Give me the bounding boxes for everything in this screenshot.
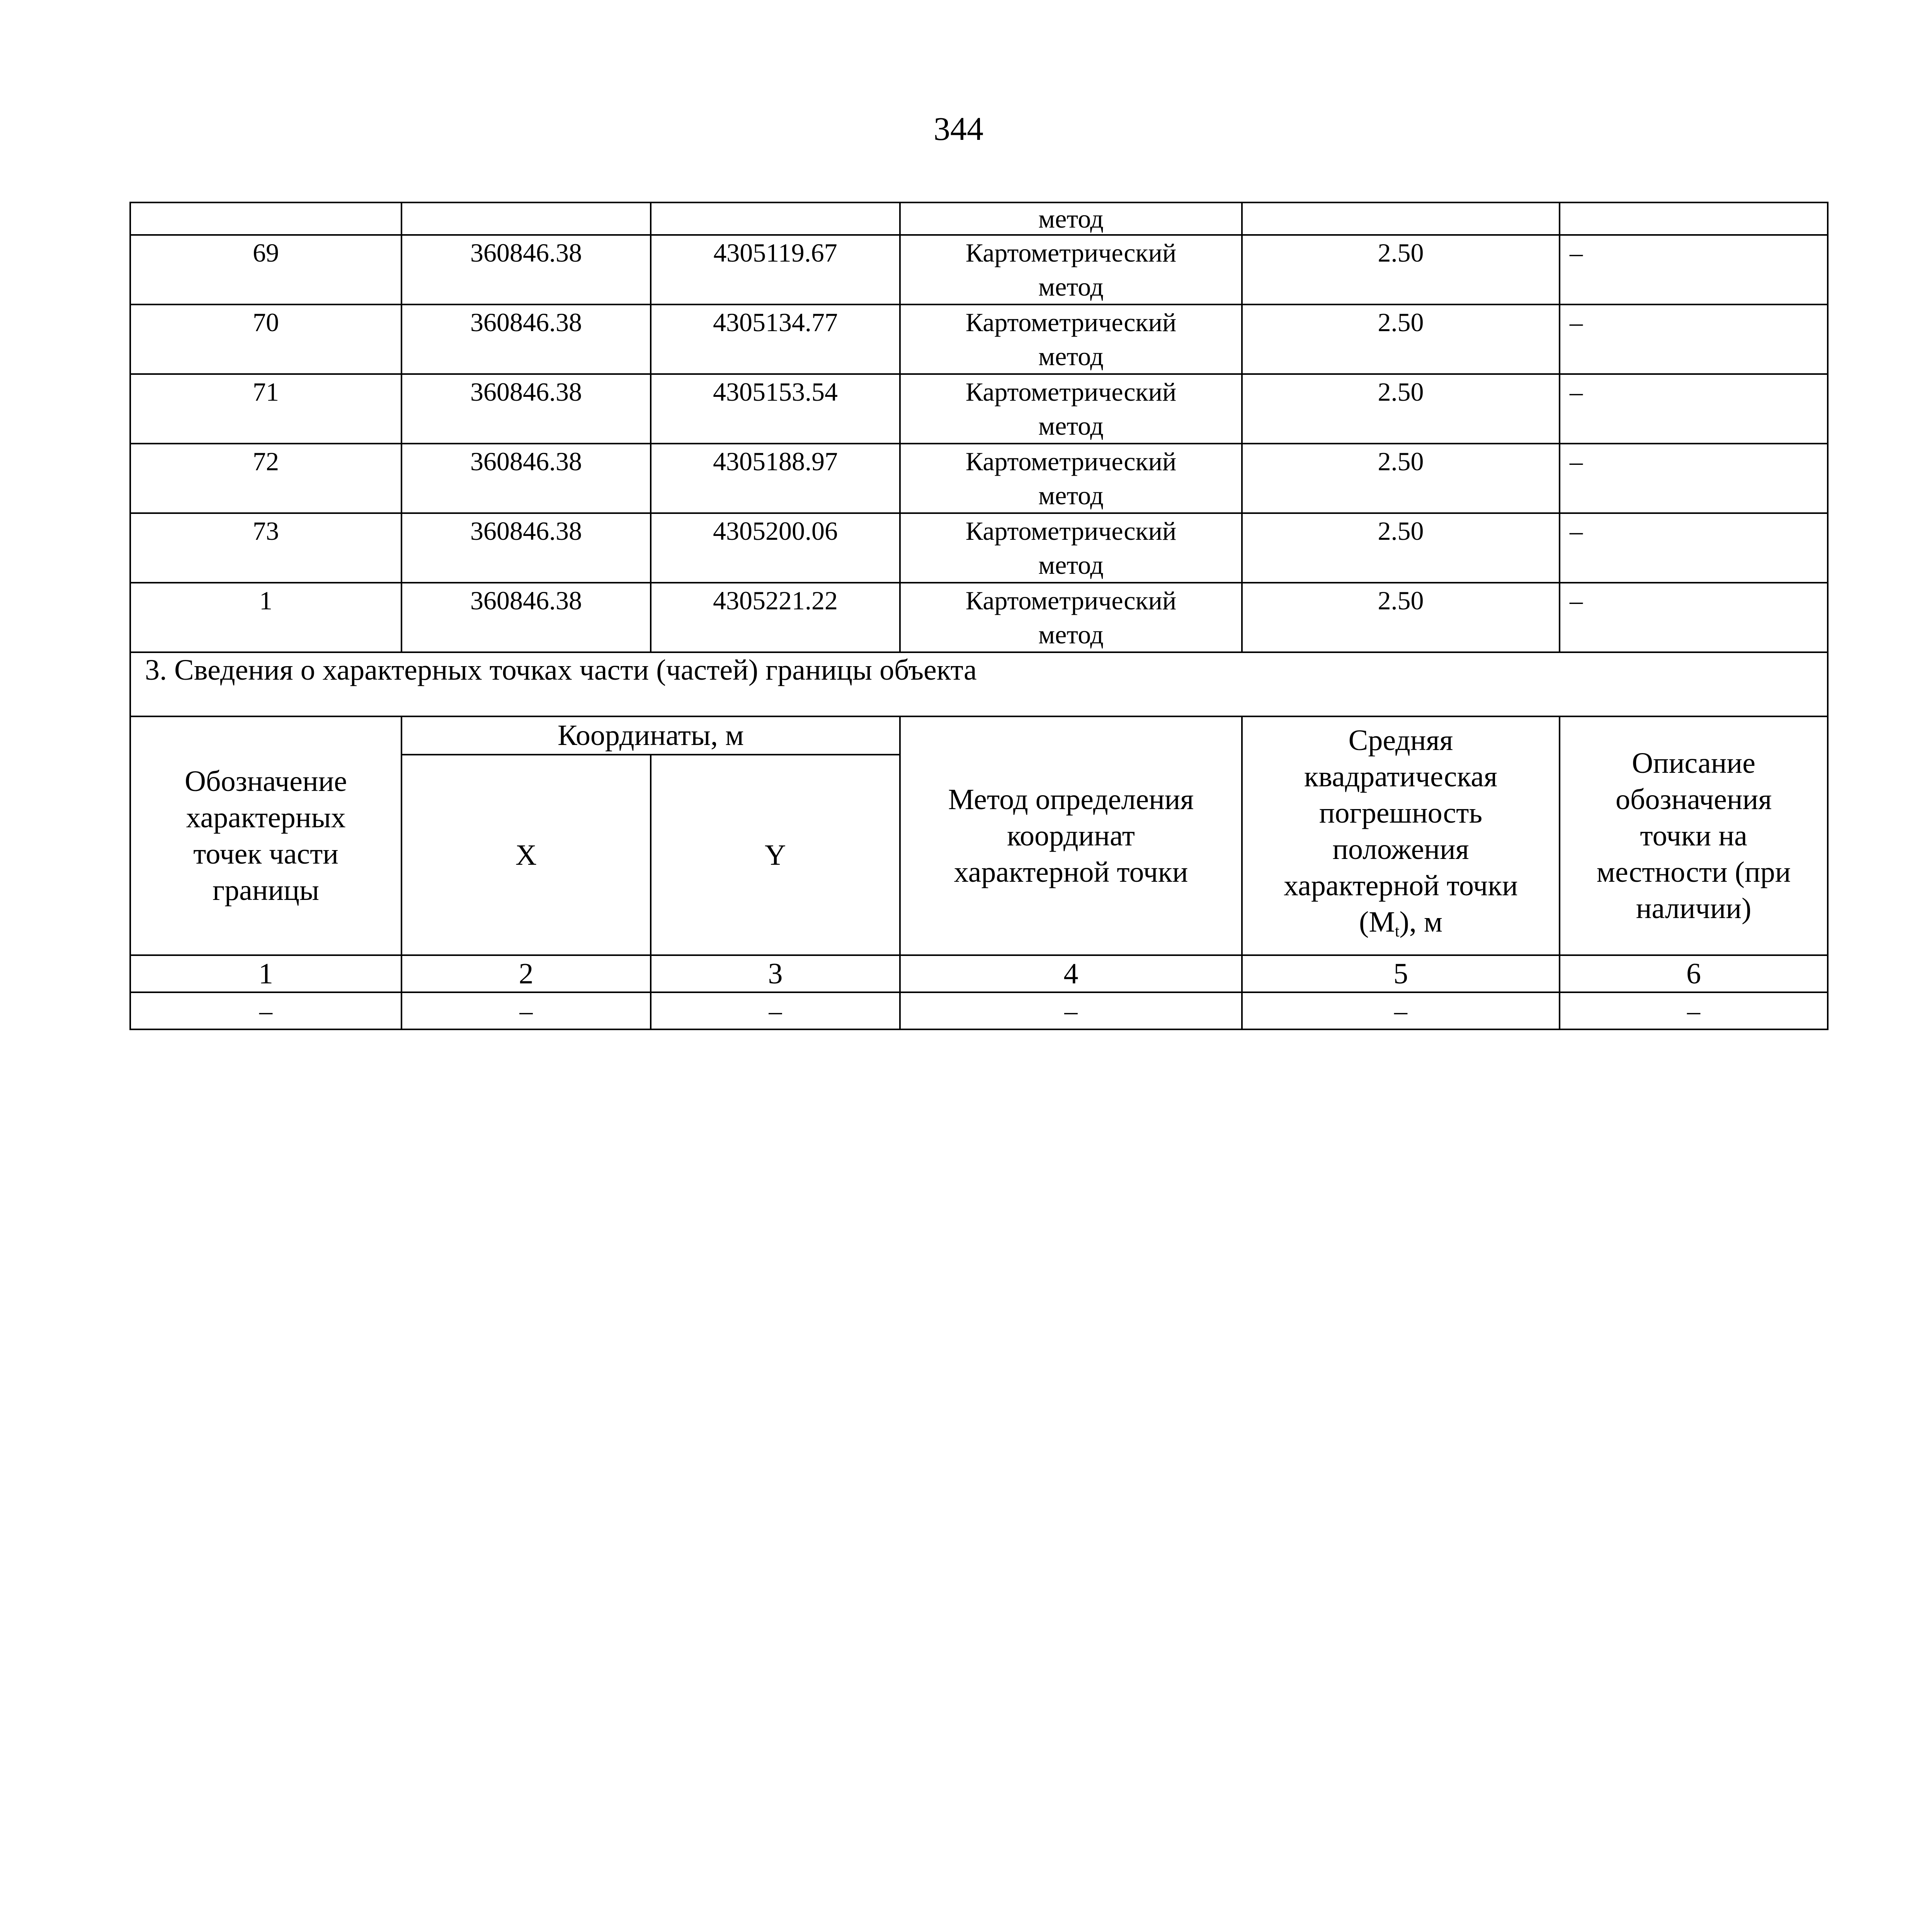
header-line: точек части (193, 838, 338, 870)
cell-method (900, 513, 1242, 583)
cell-y: 4305134.77 (651, 304, 900, 374)
header-line: характерных (186, 801, 346, 834)
cell-y (651, 202, 900, 235)
cell-accuracy: 2.50 (1242, 374, 1560, 444)
header-row (130, 716, 1828, 755)
empty-cell: – (1560, 992, 1828, 1029)
cell-id (130, 202, 401, 235)
empty-cell: – (651, 992, 900, 1029)
cell-x: 360846.38 (401, 583, 651, 652)
header-line: Обозначение (185, 765, 347, 798)
cell-y: 4305119.67 (651, 235, 900, 304)
cell-y: 4305221.22 (651, 583, 900, 652)
column-number: 1 (130, 955, 401, 992)
header-line: обозначения (1615, 783, 1772, 816)
cell-accuracy: 2.50 (1242, 304, 1560, 374)
header-designation (130, 716, 401, 955)
method-line: метод (1038, 411, 1104, 440)
header-line: Метод определения (948, 783, 1194, 816)
header-line: точки на (1640, 820, 1747, 852)
table-row (130, 513, 1828, 583)
header-line: положения (1332, 833, 1469, 866)
header-method (900, 716, 1242, 955)
header-coordinates: Координаты, м (401, 716, 900, 755)
header-line: квадратическая (1304, 760, 1497, 793)
cell-method (900, 304, 1242, 374)
cell-accuracy (1242, 202, 1560, 235)
method-line: Картометрический (965, 516, 1177, 546)
method-line: Картометрический (965, 586, 1177, 615)
header-line: Средняя (1348, 724, 1453, 757)
cell-x: 360846.38 (401, 513, 651, 583)
cell-description: – (1560, 513, 1828, 583)
symbol-open: (M (1359, 905, 1395, 938)
cell-method (900, 374, 1242, 444)
table-row (130, 444, 1828, 513)
method-line: Картометрический (965, 447, 1177, 476)
column-number: 3 (651, 955, 900, 992)
cell-description (1560, 202, 1828, 235)
column-number: 4 (900, 955, 1242, 992)
header-line: границы (213, 874, 319, 906)
table-row (130, 583, 1828, 652)
method-line: Картометрический (965, 238, 1177, 267)
cell-x: 360846.38 (401, 304, 651, 374)
cell-description: – (1560, 235, 1828, 304)
column-number: 2 (401, 955, 651, 992)
cell-accuracy: 2.50 (1242, 235, 1560, 304)
cell-id: 70 (130, 304, 401, 374)
cell-description: – (1560, 304, 1828, 374)
cell-method (900, 444, 1242, 513)
cell-accuracy: 2.50 (1242, 513, 1560, 583)
column-numbers-row (130, 955, 1828, 992)
cell-id: 73 (130, 513, 401, 583)
method-line: метод (1038, 620, 1104, 649)
cell-method: метод (900, 202, 1242, 235)
header-line: координат (1007, 820, 1135, 852)
cell-x: 360846.38 (401, 374, 651, 444)
header-accuracy-symbol (1247, 904, 1555, 950)
header-line: местности (при (1596, 856, 1791, 888)
cell-method (900, 235, 1242, 304)
method-line: метод (1038, 342, 1104, 371)
page-number: 344 (934, 110, 983, 147)
cell-accuracy: 2.50 (1242, 444, 1560, 513)
empty-cell: – (401, 992, 651, 1029)
cell-x: 360846.38 (401, 235, 651, 304)
boundary-points-table (129, 202, 1829, 1030)
column-number: 5 (1242, 955, 1560, 992)
header-y: Y (651, 755, 900, 955)
table-row (130, 235, 1828, 304)
cell-id: 72 (130, 444, 401, 513)
header-line: Описание (1632, 747, 1755, 779)
header-line: наличии) (1636, 892, 1752, 925)
method-line: метод (1038, 272, 1104, 301)
table-row (130, 304, 1828, 374)
cell-method (900, 583, 1242, 652)
cell-accuracy: 2.50 (1242, 583, 1560, 652)
column-number: 6 (1560, 955, 1828, 992)
method-line: метод (1038, 481, 1104, 510)
cell-id: 1 (130, 583, 401, 652)
cell-description: – (1560, 583, 1828, 652)
cell-x: 360846.38 (401, 444, 651, 513)
empty-cell: – (130, 992, 401, 1029)
symbol-subscript: t (1395, 922, 1400, 940)
cell-id: 69 (130, 235, 401, 304)
symbol-close: ), м (1399, 905, 1442, 938)
header-line: погрешность (1319, 796, 1483, 829)
cell-description: – (1560, 374, 1828, 444)
header-line: характерной точки (1284, 869, 1518, 902)
method-line: Картометрический (965, 308, 1177, 337)
cell-x (401, 202, 651, 235)
cell-id: 71 (130, 374, 401, 444)
method-line: Картометрический (965, 377, 1177, 406)
header-line: характерной точки (954, 856, 1188, 888)
section-heading: 3. Сведения о характерных точках части (частей) границы объекта (130, 652, 1828, 716)
table-row (130, 992, 1828, 1029)
header-description (1560, 716, 1828, 955)
empty-cell: – (1242, 992, 1560, 1029)
header-x: X (401, 755, 651, 955)
empty-cell: – (900, 992, 1242, 1029)
cell-y: 4305153.54 (651, 374, 900, 444)
continued-row (130, 202, 1828, 235)
header-accuracy (1242, 716, 1560, 955)
method-line: метод (1038, 550, 1104, 580)
cell-description: – (1560, 444, 1828, 513)
cell-y: 4305200.06 (651, 513, 900, 583)
section-heading-row (130, 652, 1828, 716)
cell-y: 4305188.97 (651, 444, 900, 513)
table-row (130, 374, 1828, 444)
